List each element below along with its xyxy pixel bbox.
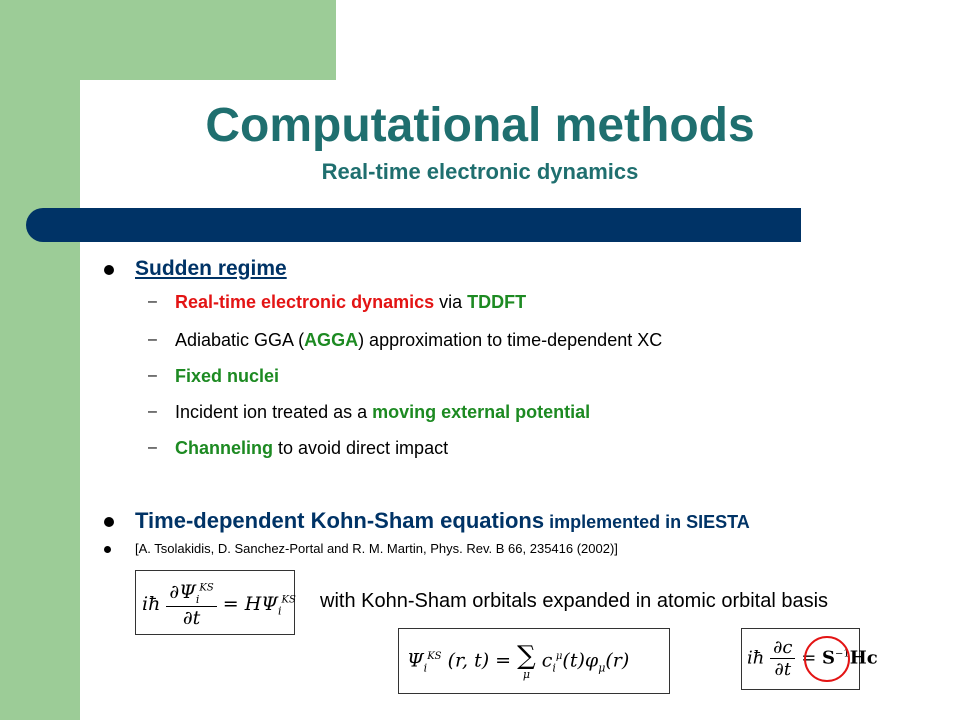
dash-marker: – [148,293,157,310]
eq-symbol: ∂t [774,659,792,680]
dash-marker: – [148,331,157,348]
sudden-regime-link: Sudden regime [135,257,287,280]
eq-symbol: Ψ [407,649,424,672]
section2-heading-tail: implemented in SIESTA [544,512,750,532]
eq-symbol: (r, t) = [447,649,512,672]
eq-symbol: = HΨ [222,592,278,615]
list-item-part: Real-time electronic dynamics [175,292,435,312]
list-item-part: moving external potential [372,402,591,422]
eq-symbol: ∂c [770,637,795,659]
eq-sum-symbol: ∑ [517,641,536,671]
eq-symbol: i [277,604,282,618]
bullet-dot [104,546,111,553]
highlight-circle [804,636,850,682]
list-item-part: via [434,292,468,312]
eq-symbol: c [541,649,553,672]
eq-symbol: i [423,661,428,675]
eq-fraction [166,581,216,629]
citation-reference: [A. Tsolakidis, D. Sanchez-Portal and R. M. Martin, Phys. Rev. B 66, 235416 (2002)] [135,541,618,556]
eq-symbol: (t)φ [562,649,599,672]
eq-symbol: (r) [605,649,630,672]
dash-marker: – [148,367,157,384]
list-item-part: Channeling [175,438,273,458]
list-item-part: Incident ion treated as a [175,402,373,422]
eq-symbol: i [552,661,556,675]
eq-fraction [770,637,795,680]
list-item [175,402,590,423]
list-item [175,438,448,459]
slide-subtitle: Real-time electronic dynamics [321,159,639,184]
section2-heading [135,508,750,534]
left-accent-strip [0,0,80,720]
eq-symbol: μ [555,651,563,663]
section1-heading [135,257,287,281]
eq-symbol: μ [598,661,606,675]
list-item [175,292,526,313]
ks-expansion-equation-box [398,628,670,694]
title-divider-bar [26,208,801,242]
list-item [175,366,279,387]
eq-symbol: ∂t [182,606,201,629]
top-accent-block [0,0,336,80]
dash-marker: – [148,403,157,420]
eq-symbol: −1 [835,648,850,660]
eq-symbol: KS [427,651,442,663]
eq-symbol: i [195,592,200,606]
eq-symbol: μ [522,668,530,681]
basis-caption: with Kohn-Sham orbitals expanded in atomic orbital basis [320,590,829,612]
list-item [175,330,662,351]
bullet-dot [104,517,114,527]
list-item-part: ) approximation to time-dependent XC [358,330,663,350]
eq-symbol: = [801,647,817,669]
dash-marker: – [148,439,157,456]
eq-symbol: iħ [142,592,161,615]
bullet-dot [104,265,114,275]
section2-heading-main: Time-dependent Kohn-Sham equations [135,508,545,533]
eq-symbol: Hc [849,647,878,669]
eq-symbol: KS [199,582,214,594]
eq-symbol: iħ [747,647,765,669]
list-item-part: AGGA [304,330,359,350]
eq-symbol: KS [281,594,296,606]
eq-symbol: ∂Ψ [169,581,196,603]
eq-symbol: S [822,647,836,669]
list-item-part: Adiabatic GGA ( [175,330,305,350]
list-item-part: to avoid direct impact [273,438,449,458]
tdks-equation-box [135,570,295,635]
list-item-part: Fixed nuclei [175,366,280,386]
list-item-part: TDDFT [467,292,527,312]
slide-title: Computational methods [205,99,755,152]
